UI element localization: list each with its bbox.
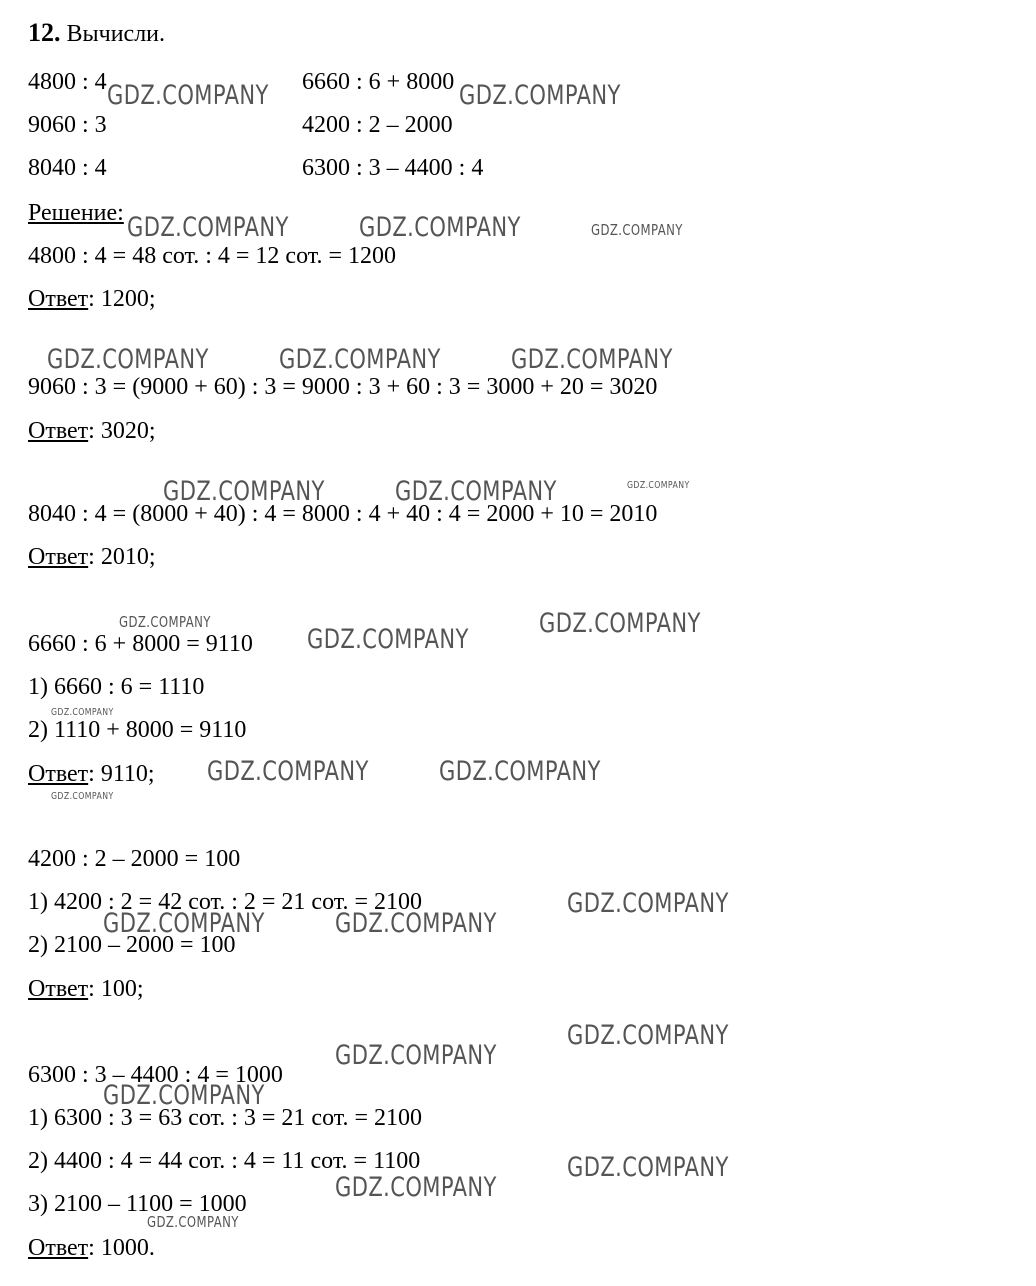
solution-line: 6660 : 6 + 8000 = 9110: [28, 631, 253, 657]
expression-3: 8040 : 4: [28, 155, 107, 181]
step-line: 2) 1110 + 8000 = 9110: [28, 717, 247, 743]
answer-label: Ответ: [28, 418, 89, 444]
answer-line: [28, 287, 156, 311]
answer-value: : 100;: [88, 976, 144, 1002]
answer-line: [28, 1236, 155, 1260]
watermark: GDZ.COMPANY: [119, 613, 211, 631]
step-line: 1) 6660 : 6 = 1110: [28, 674, 205, 700]
task-number: 12.: [28, 18, 61, 47]
expression-6: 6300 : 3 – 4400 : 4: [302, 155, 484, 181]
answer-value: : 1200;: [88, 286, 156, 312]
step-line: 2) 2100 – 2000 = 100: [28, 932, 236, 958]
watermark: GDZ.COMPANY: [103, 908, 265, 939]
expression-2: 9060 : 3: [28, 112, 107, 138]
answer-value: : 3020;: [88, 418, 156, 444]
step-line: 2) 4400 : 4 = 44 сот. : 4 = 11 сот. = 1100: [28, 1148, 421, 1174]
answer-line: [28, 762, 155, 786]
answer-value: : 1000.: [88, 1235, 155, 1261]
watermark: GDZ.COMPANY: [567, 888, 729, 919]
watermark: GDZ.COMPANY: [539, 608, 701, 639]
watermark: GDZ.COMPANY: [51, 791, 114, 802]
watermark: GDZ.COMPANY: [103, 1080, 265, 1111]
watermark: GDZ.COMPANY: [147, 1213, 239, 1231]
watermark: GDZ.COMPANY: [207, 756, 369, 787]
watermark: GDZ.COMPANY: [335, 908, 497, 939]
watermark: GDZ.COMPANY: [591, 221, 683, 239]
watermark: GDZ.COMPANY: [335, 1172, 497, 1203]
watermark: GDZ.COMPANY: [511, 344, 673, 375]
watermark: GDZ.COMPANY: [335, 1040, 497, 1071]
expression-4: 6660 : 6 + 8000: [302, 69, 455, 95]
watermark: GDZ.COMPANY: [359, 212, 521, 243]
step-line: 1) 6300 : 3 = 63 сот. : 3 = 21 сот. = 2100: [28, 1105, 422, 1131]
solution-line: 9060 : 3 = (9000 + 60) : 3 = 9000 : 3 + 60 : 3 = 3000 + 20 = 3020: [28, 374, 658, 400]
answer-line: [28, 419, 156, 443]
watermark: GDZ.COMPANY: [459, 80, 621, 111]
watermark: GDZ.COMPANY: [163, 476, 325, 507]
solution-line: 4800 : 4 = 48 сот. : 4 = 12 сот. = 1200: [28, 243, 396, 269]
answer-line: [28, 977, 144, 1001]
expression-1: 4800 : 4: [28, 69, 107, 95]
answer-label: Ответ: [28, 544, 89, 570]
watermark: GDZ.COMPANY: [627, 480, 690, 491]
watermark: GDZ.COMPANY: [307, 624, 469, 655]
task-title: Вычисли.: [66, 21, 166, 47]
watermark: GDZ.COMPANY: [47, 344, 209, 375]
answer-label: Ответ: [28, 761, 89, 787]
watermark: GDZ.COMPANY: [439, 756, 601, 787]
answer-label: Ответ: [28, 976, 89, 1002]
answer-value: : 2010;: [88, 544, 156, 570]
step-line: 3) 2100 – 1100 = 1000: [28, 1191, 247, 1217]
task-header: [28, 20, 165, 46]
watermark: GDZ.COMPANY: [279, 344, 441, 375]
watermark: GDZ.COMPANY: [127, 212, 289, 243]
answer-line: [28, 545, 156, 569]
watermark: GDZ.COMPANY: [567, 1020, 729, 1051]
watermark: GDZ.COMPANY: [51, 707, 114, 718]
watermark: GDZ.COMPANY: [107, 80, 269, 111]
solution-label: Решение:: [28, 200, 124, 226]
solution-line: 4200 : 2 – 2000 = 100: [28, 846, 241, 872]
answer-label: Ответ: [28, 1235, 89, 1261]
expression-5: 4200 : 2 – 2000: [302, 112, 453, 138]
solution-line: 8040 : 4 = (8000 + 40) : 4 = 8000 : 4 + 40 : 4 = 2000 + 10 = 2010: [28, 501, 658, 527]
watermark: GDZ.COMPANY: [567, 1152, 729, 1183]
step-line: 1) 4200 : 2 = 42 сот. : 2 = 21 сот. = 2100: [28, 889, 422, 915]
watermark: GDZ.COMPANY: [395, 476, 557, 507]
solution-line: 6300 : 3 – 4400 : 4 = 1000: [28, 1062, 283, 1088]
answer-value: : 9110;: [88, 761, 155, 787]
answer-label: Ответ: [28, 286, 89, 312]
